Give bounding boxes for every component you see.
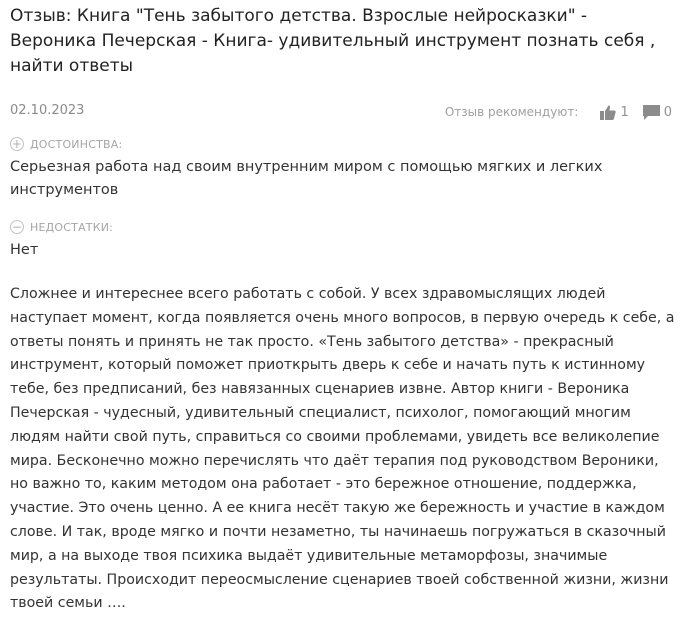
likes-count: 1: [620, 104, 629, 120]
comments-button[interactable]: [643, 105, 672, 120]
review-body: Сложнее и интереснее всего работать с собой. У всех здравомыслящих людей наступает момент, когда появляется очень много вопросов, в первую очередь к себе, а ответы понять и принять не так просто. «Тень забытого детства» - прекрасный инструмент, который поможет приоткрыть дверь к себе и начать путь к истинному тебе, без предписаний, без навязанных сценариев извне. Автор книги - Вероника Печерская - чудесный, удивительный специалист, психолог, помогающий многим людям найти свой путь, справиться со своими проблемами, увидеть все великолепие мира. Бесконечно можно перечислять что даёт терапия под руководством Вероники, но важно то, каким методом она работает - это бережное отношение, поддержка, участие. Это очень ценно. А ее книга несёт такую же бережность и участие в каждом слове. И так, вроде мягко и почти незаметно, ты начинаешь погружаться в сказочный мир, а на выходе твоя психика выдаёт удивительные метаморфозы, значимые результаты. Происходит переосмысление сценариев твоей собственной жизни, жизни твоей семьи ….: [10, 286, 675, 612]
minus-circle-icon: −: [11, 220, 23, 234]
pros-heading: [10, 137, 122, 151]
review-date: 02.10.2023: [10, 103, 85, 118]
cons-label: НЕДОСТАТКИ:: [30, 220, 114, 234]
recommendations: [445, 102, 672, 122]
comment-icon: [643, 105, 660, 120]
thumbs-up-icon: [600, 105, 616, 120]
pros-text: Серьезная работа над своим внутренним миром с помощью мягких и легких инструментов: [10, 159, 603, 198]
comments-count: 0: [663, 104, 672, 120]
plus-circle-icon: +: [11, 137, 23, 151]
review-meta: [10, 102, 672, 122]
cons-heading: [10, 220, 113, 234]
like-button[interactable]: [600, 105, 628, 120]
pros-label: ДОСТОИНСТВА:: [30, 137, 123, 151]
cons-text: Нет: [10, 242, 39, 258]
review-title: Отзыв: Книга "Тень забытого детства. Взрослые нейросказки" - Вероника Печерская - Книга- удивительный инструмент познать себя , найти ответы: [10, 6, 656, 76]
recommend-label: Отзыв рекомендуют:: [444, 105, 579, 119]
